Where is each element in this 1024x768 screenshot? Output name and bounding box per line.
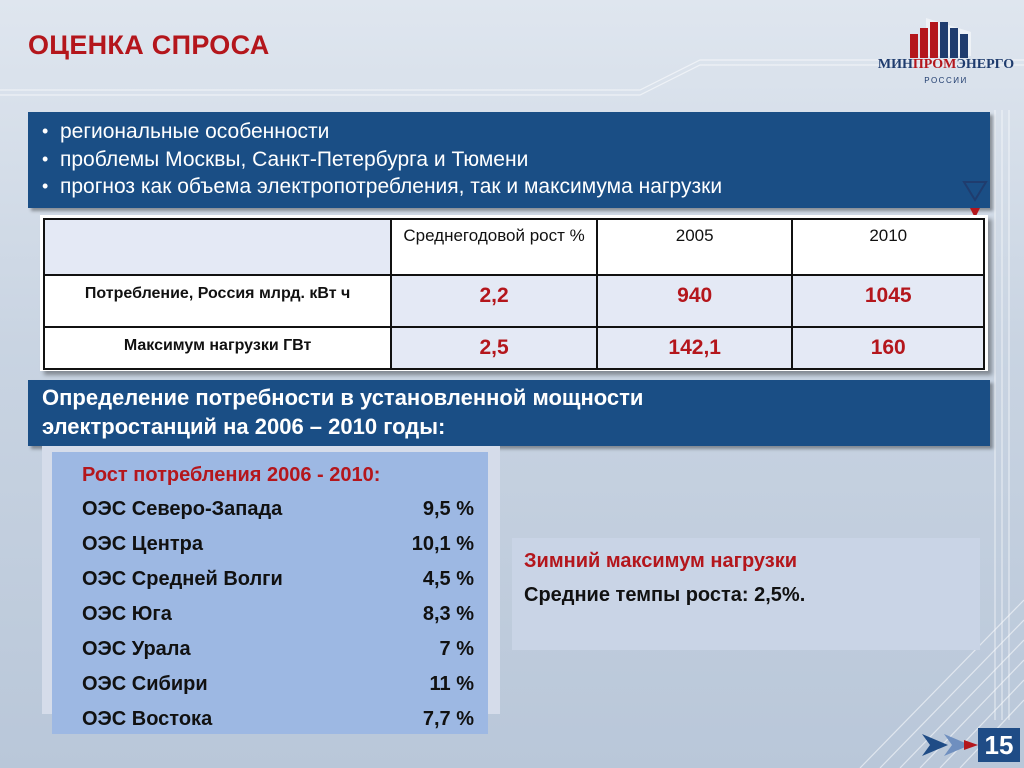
growth-panel: [52, 452, 488, 734]
table-cell: 2,2: [391, 275, 597, 327]
region-name: ОЭС Северо-Запада: [82, 498, 283, 520]
bullet-item: • региональные особенности: [42, 118, 990, 146]
winter-panel-text: Средние темпы роста: 2,5%.: [524, 584, 806, 606]
list-item: [82, 603, 474, 638]
region-value: 4,5 %: [422, 568, 474, 590]
region-name: ОЭС Юга: [82, 603, 172, 625]
table-header-cell: [44, 219, 391, 275]
winter-panel-title: Зимний максимум нагрузки: [524, 550, 797, 572]
region-value: 10,1 %: [411, 533, 474, 555]
logo-text-part2: ПРОМ: [912, 57, 957, 72]
demand-table-container: [40, 215, 988, 371]
region-name: ОЭС Центра: [82, 533, 203, 555]
region-name: ОЭС Средней Волги: [82, 568, 283, 590]
heading-line: Определение потребности в установленной мощности: [42, 385, 644, 410]
logo-subtitle: РОССИИ: [924, 76, 968, 85]
table-cell: 142,1: [597, 327, 793, 369]
table-row-label: Максимум нагрузки ГВт: [44, 327, 391, 369]
region-value: 8,3 %: [422, 603, 474, 625]
double-arrow-icon[interactable]: [918, 728, 980, 762]
table-row-label: Потребление, Россия млрд. кВт ч: [44, 275, 391, 327]
table-header-cell: 2005: [597, 219, 793, 275]
winter-peak-panel: [512, 538, 980, 650]
table-row: [44, 327, 984, 369]
heading-line: электростанций на 2006 – 2010 годы:: [42, 414, 446, 439]
table-cell: 160: [792, 327, 984, 369]
region-value: 9,5 %: [422, 498, 474, 520]
list-item: [82, 533, 474, 568]
logo-text: [876, 57, 1016, 73]
slide-title: ОЦЕНКА СПРОСА: [28, 30, 270, 60]
table-cell: 2,5: [391, 327, 597, 369]
table-cell: 940: [597, 275, 793, 327]
region-value: 7 %: [439, 638, 474, 660]
region-name: ОЭС Урала: [82, 638, 191, 660]
table-header-row: [44, 219, 984, 275]
demand-table: [43, 218, 985, 370]
logo-text-part3: ЭНЕРГО: [956, 57, 1015, 72]
list-item: [82, 638, 474, 673]
list-item: [82, 673, 474, 708]
list-item: [82, 708, 474, 743]
list-item: [82, 568, 474, 603]
triangle-down-icon[interactable]: [961, 180, 989, 220]
region-value: 11 %: [429, 673, 474, 695]
bullet-item: • прогноз как объема электропотребления, так и максимума нагрузки: [42, 173, 990, 201]
page-number: 15: [978, 728, 1020, 762]
logo-text-part1: МИН: [877, 57, 913, 72]
region-value: 7,7 %: [422, 708, 474, 730]
table-header-cell: 2010: [792, 219, 984, 275]
region-name: ОЭС Востока: [82, 708, 213, 730]
region-name: ОЭС Сибири: [82, 673, 208, 695]
table-header-cell: Среднегодовой рост %: [391, 219, 597, 275]
bullet-item: • проблемы Москвы, Санкт-Петербурга и Тюмени: [42, 146, 990, 174]
list-item: [82, 498, 474, 533]
key-points-band: [28, 112, 990, 208]
table-row: [44, 275, 984, 327]
region-list: [82, 498, 474, 743]
capacity-requirement-heading: [28, 380, 990, 446]
table-cell: 1045: [792, 275, 984, 327]
key-points-list: [28, 112, 990, 201]
growth-panel-title: Рост потребления 2006 - 2010:: [82, 464, 381, 486]
